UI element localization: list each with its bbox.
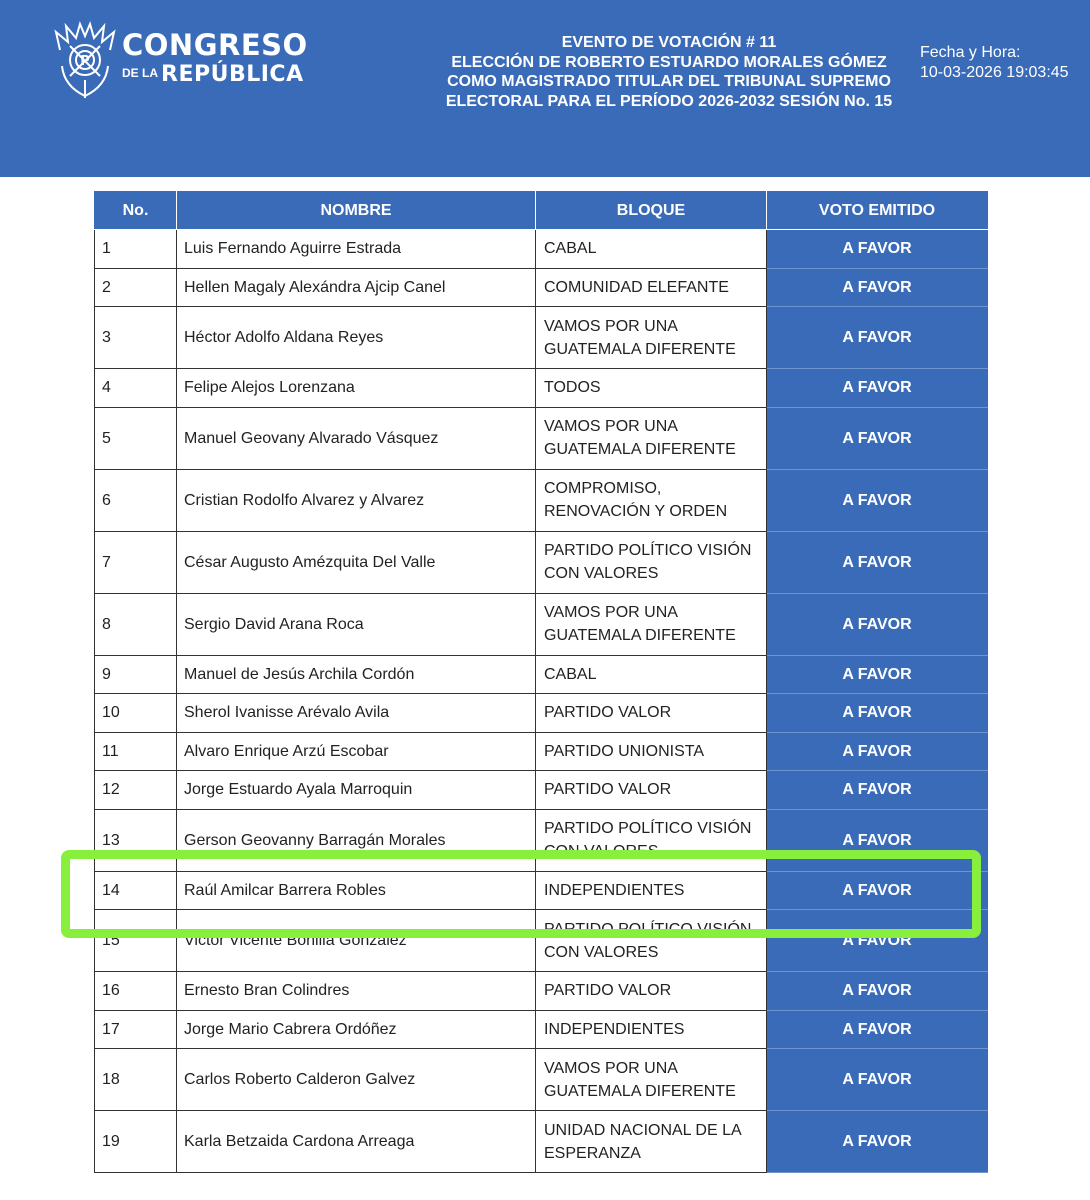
cell-no: 13 (95, 809, 177, 871)
cell-voto: A FAVOR (767, 369, 988, 408)
cell-bloque (536, 1049, 767, 1111)
logo-line2-small: DE LA (122, 66, 158, 80)
svg-text:P: P (80, 54, 90, 69)
event-title (430, 33, 908, 111)
cell-no: 7 (95, 531, 177, 593)
table-row (95, 910, 988, 972)
cell-no: 10 (95, 694, 177, 733)
bloque-line: COMPROMISO, (544, 480, 662, 497)
table-row (95, 230, 988, 269)
bloque-line: CON VALORES (544, 943, 659, 961)
event-title-line3: COMO MAGISTRADO TITULAR DEL TRIBUNAL SUPREMO (447, 73, 891, 90)
cell-voto: A FAVOR (767, 1010, 988, 1049)
cell-no: 3 (95, 307, 177, 369)
bloque-line: RENOVACIÓN Y ORDEN (544, 503, 728, 520)
coat-of-arms-icon (54, 20, 116, 100)
cell-bloque (536, 910, 767, 972)
bloque-line: GUATEMALA DIFERENTE (544, 441, 736, 458)
cell-nombre: Manuel de Jesús Archila Cordón (177, 655, 536, 694)
cell-voto: A FAVOR (767, 732, 988, 771)
logo-wordmark (122, 30, 308, 90)
cell-nombre: Cristian Rodolfo Alvarez y Alvarez (177, 469, 536, 531)
cell-nombre: Sergio David Arana Roca (177, 593, 536, 655)
cell-bloque (536, 972, 767, 1011)
cell-bloque (536, 230, 767, 269)
cell-nombre: César Augusto Amézquita Del Valle (177, 531, 536, 593)
cell-voto: A FAVOR (767, 871, 988, 910)
cell-nombre: Manuel Geovany Alvarado Vásquez (177, 407, 536, 469)
cell-voto: A FAVOR (767, 230, 988, 269)
table-row (95, 809, 988, 871)
header-banner (0, 0, 1090, 177)
cell-no: 18 (95, 1049, 177, 1111)
cell-voto: A FAVOR (767, 268, 988, 307)
event-title-line2: ELECCIÓN DE ROBERTO ESTUARDO MORALES GÓMEZ (451, 53, 887, 71)
cell-voto: A FAVOR (767, 910, 988, 972)
cell-bloque (536, 1010, 767, 1049)
bloque-line: GUATEMALA DIFERENTE (544, 627, 736, 644)
bloque-line: UNIDAD NACIONAL DE LA (544, 1121, 742, 1139)
cell-nombre: Carlos Roberto Calderon Galvez (177, 1049, 536, 1111)
cell-voto: A FAVOR (767, 809, 988, 871)
event-title-line1: EVENTO DE VOTACIÓN # 11 (561, 34, 777, 51)
cell-voto: A FAVOR (767, 972, 988, 1011)
cell-nombre: Raúl Amilcar Barrera Robles (177, 871, 536, 910)
cell-nombre: Jorge Mario Cabrera Ordóñez (177, 1010, 536, 1049)
bloque-line: PARTIDO VALOR (544, 781, 672, 799)
cell-no: 12 (95, 771, 177, 810)
datetime-label: Fecha y Hora: (920, 44, 1021, 61)
table-row (95, 469, 988, 531)
cell-no: 9 (95, 655, 177, 694)
logo-line2-big: REPÚBLICA (161, 62, 304, 87)
bloque-line: PARTIDO POLÍTICO VISIÓN (544, 920, 752, 938)
datetime-value: 10-03-2026 19:03:45 (920, 63, 1069, 81)
datetime (920, 43, 1069, 82)
bloque-line: GUATEMALA DIFERENTE (544, 1082, 736, 1100)
cell-nombre: Hellen Magaly Alexándra Ajcip Canel (177, 268, 536, 307)
table-row (95, 593, 988, 655)
table-row (95, 694, 988, 733)
bloque-line: CON VALORES (544, 843, 659, 860)
cell-no: 11 (95, 732, 177, 771)
cell-nombre: Luis Fernando Aguirre Estrada (177, 230, 536, 269)
cell-no: 15 (95, 910, 177, 972)
bloque-line: CABAL (544, 240, 597, 258)
cell-bloque (536, 469, 767, 531)
cell-no: 19 (95, 1111, 177, 1173)
bloque-line: CABAL (544, 665, 597, 683)
cell-bloque (536, 268, 767, 307)
cell-bloque (536, 694, 767, 733)
event-title-line4: ELECTORAL PARA EL PERÍODO 2026-2032 SESIÓN No. 15 (445, 92, 893, 110)
cell-nombre: Héctor Adolfo Aldana Reyes (177, 307, 536, 369)
cell-bloque (536, 655, 767, 694)
cell-bloque (536, 771, 767, 810)
bloque-line: VAMOS POR UNA (544, 1059, 678, 1077)
cell-no: 6 (95, 469, 177, 531)
bloque-line: VAMOS POR UNA (544, 604, 678, 621)
bloque-line: TODOS (544, 379, 601, 397)
table-row (95, 1111, 988, 1173)
table-row (95, 1010, 988, 1049)
cell-no: 4 (95, 369, 177, 408)
vote-table (94, 191, 988, 1173)
bloque-line: GUATEMALA DIFERENTE (544, 340, 736, 358)
cell-nombre: Jorge Estuardo Ayala Marroquin (177, 771, 536, 810)
cell-no: 8 (95, 593, 177, 655)
table-body (95, 230, 988, 1173)
cell-voto: A FAVOR (767, 407, 988, 469)
cell-nombre: Gerson Geovanny Barragán Morales (177, 809, 536, 871)
bloque-line: VAMOS POR UNA (544, 317, 678, 335)
column-header-voto: VOTO EMITIDO (767, 192, 988, 230)
table-row (95, 307, 988, 369)
cell-voto: A FAVOR (767, 771, 988, 810)
cell-no: 14 (95, 871, 177, 910)
cell-bloque (536, 369, 767, 408)
cell-nombre: Sherol Ivanisse Arévalo Avila (177, 694, 536, 733)
bloque-line: PARTIDO POLÍTICO VISIÓN (544, 820, 752, 837)
cell-bloque (536, 809, 767, 871)
cell-bloque (536, 307, 767, 369)
cell-no: 1 (95, 230, 177, 269)
table-row (95, 972, 988, 1011)
cell-bloque (536, 531, 767, 593)
cell-bloque (536, 732, 767, 771)
cell-voto: A FAVOR (767, 307, 988, 369)
table-row (95, 369, 988, 408)
bloque-line: INDEPENDIENTES (544, 881, 685, 899)
cell-nombre: Karla Betzaida Cardona Arreaga (177, 1111, 536, 1173)
cell-voto: A FAVOR (767, 1049, 988, 1111)
table-row (95, 655, 988, 694)
table-row (95, 732, 988, 771)
cell-bloque (536, 407, 767, 469)
cell-nombre: Alvaro Enrique Arzú Escobar (177, 732, 536, 771)
bloque-line: ESPERANZA (544, 1144, 641, 1162)
column-header-bloque: BLOQUE (536, 192, 767, 230)
bloque-line: CON VALORES (544, 565, 659, 582)
logo-line1: CONGRESO (122, 28, 308, 62)
bloque-line: PARTIDO VALOR (544, 704, 672, 722)
bloque-line: PARTIDO POLÍTICO VISIÓN (544, 542, 752, 559)
table-header-row (95, 192, 988, 230)
cell-bloque (536, 593, 767, 655)
cell-voto: A FAVOR (767, 1111, 988, 1173)
cell-voto: A FAVOR (767, 655, 988, 694)
cell-bloque (536, 1111, 767, 1173)
cell-bloque (536, 871, 767, 910)
column-header-no: No. (95, 192, 177, 230)
logo-line2 (122, 60, 308, 90)
cell-voto: A FAVOR (767, 593, 988, 655)
table-row-highlighted (95, 871, 988, 910)
cell-nombre: Felipe Alejos Lorenzana (177, 369, 536, 408)
cell-no: 16 (95, 972, 177, 1011)
cell-voto: A FAVOR (767, 694, 988, 733)
congress-logo (54, 20, 308, 102)
bloque-line: VAMOS POR UNA (544, 418, 678, 435)
table-row (95, 1049, 988, 1111)
bloque-line: INDEPENDIENTES (544, 1020, 685, 1038)
column-header-nombre: NOMBRE (177, 192, 536, 230)
table-row (95, 407, 988, 469)
cell-nombre: Ernesto Bran Colindres (177, 972, 536, 1011)
table-row (95, 268, 988, 307)
table-row (95, 771, 988, 810)
cell-no: 17 (95, 1010, 177, 1049)
cell-no: 2 (95, 268, 177, 307)
cell-no: 5 (95, 407, 177, 469)
cell-nombre: Victor Vicente Bonilla González (177, 910, 536, 972)
bloque-line: PARTIDO UNIONISTA (544, 742, 705, 760)
table-row (95, 531, 988, 593)
bloque-line: PARTIDO VALOR (544, 982, 672, 1000)
cell-voto: A FAVOR (767, 531, 988, 593)
cell-voto: A FAVOR (767, 469, 988, 531)
bloque-line: COMUNIDAD ELEFANTE (544, 278, 729, 296)
